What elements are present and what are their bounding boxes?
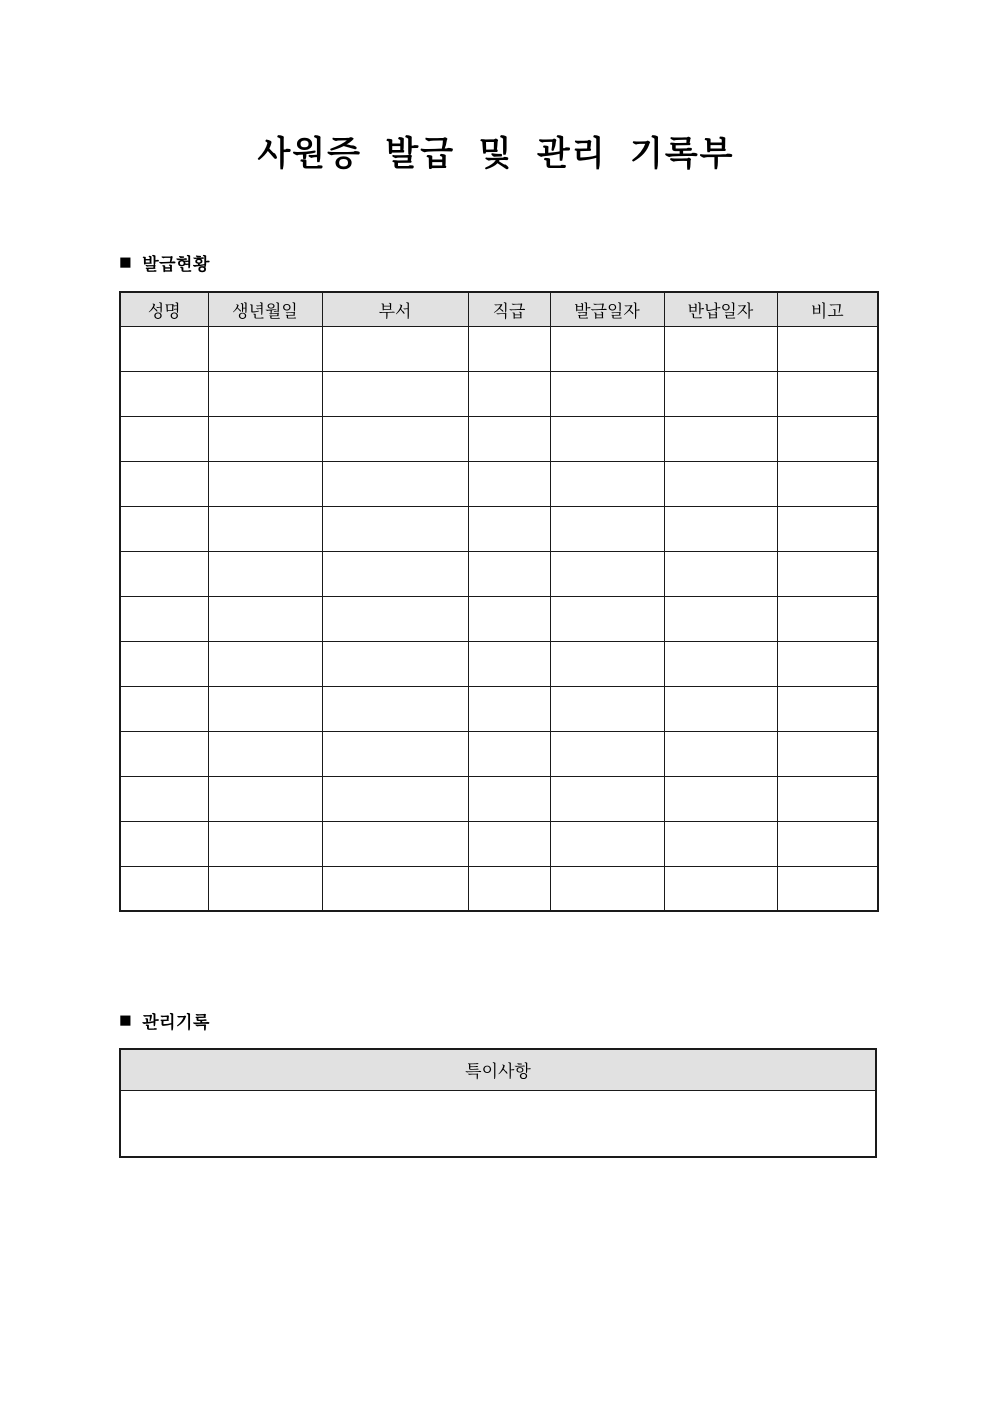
issuance-empty-cell xyxy=(664,821,777,866)
issuance-empty-cell xyxy=(120,641,208,686)
management-table xyxy=(119,1048,877,1158)
section-label-management-text: 관리기록 xyxy=(142,1013,210,1032)
issuance-empty-cell xyxy=(468,371,550,416)
issuance-empty-cell xyxy=(208,596,322,641)
issuance-table-row xyxy=(120,866,878,911)
issuance-empty-cell xyxy=(664,371,777,416)
issuance-empty-cell xyxy=(322,506,468,551)
issuance-empty-cell xyxy=(664,866,777,911)
issuance-table-row xyxy=(120,326,878,371)
issuance-column-header-3: 부서 xyxy=(322,292,468,326)
issuance-column-header-1: 성명 xyxy=(120,292,208,326)
issuance-table-row xyxy=(120,506,878,551)
issuance-empty-cell xyxy=(550,641,664,686)
issuance-empty-cell xyxy=(468,731,550,776)
square-bullet-icon: ■ xyxy=(119,251,133,274)
issuance-table-row xyxy=(120,551,878,596)
issuance-empty-cell xyxy=(550,686,664,731)
issuance-empty-cell xyxy=(468,416,550,461)
issuance-empty-cell xyxy=(664,461,777,506)
issuance-empty-cell xyxy=(322,686,468,731)
issuance-empty-cell xyxy=(208,506,322,551)
issuance-empty-cell xyxy=(322,641,468,686)
issuance-empty-cell xyxy=(664,776,777,821)
issuance-empty-cell xyxy=(550,731,664,776)
issuance-empty-cell xyxy=(550,596,664,641)
section-label-issuance xyxy=(119,250,210,275)
issuance-table-row xyxy=(120,596,878,641)
issuance-empty-cell xyxy=(777,416,878,461)
issuance-empty-cell xyxy=(468,641,550,686)
issuance-empty-cell xyxy=(777,326,878,371)
issuance-column-header-2: 생년월일 xyxy=(208,292,322,326)
issuance-empty-cell xyxy=(208,641,322,686)
issuance-empty-cell xyxy=(208,731,322,776)
issuance-empty-cell xyxy=(120,416,208,461)
issuance-empty-cell xyxy=(777,686,878,731)
issuance-empty-cell xyxy=(208,686,322,731)
issuance-empty-cell xyxy=(120,506,208,551)
issuance-empty-cell xyxy=(120,326,208,371)
issuance-table-row xyxy=(120,821,878,866)
issuance-empty-cell xyxy=(777,596,878,641)
square-bullet-icon: ■ xyxy=(119,1009,133,1032)
issuance-empty-cell xyxy=(468,596,550,641)
issuance-empty-cell xyxy=(550,416,664,461)
issuance-empty-cell xyxy=(550,551,664,596)
issuance-column-header-7: 비고 xyxy=(777,292,878,326)
issuance-empty-cell xyxy=(550,461,664,506)
issuance-table-row xyxy=(120,686,878,731)
issuance-empty-cell xyxy=(322,866,468,911)
issuance-empty-cell xyxy=(468,326,550,371)
issuance-empty-cell xyxy=(120,551,208,596)
issuance-empty-cell xyxy=(208,821,322,866)
issuance-empty-cell xyxy=(322,461,468,506)
issuance-empty-cell xyxy=(208,416,322,461)
issuance-empty-cell xyxy=(550,776,664,821)
issuance-table-header-row xyxy=(120,292,878,326)
section-label-management xyxy=(119,1008,210,1033)
issuance-empty-cell xyxy=(322,326,468,371)
issuance-empty-cell xyxy=(322,731,468,776)
issuance-empty-cell xyxy=(777,371,878,416)
management-table-body-row xyxy=(120,1090,876,1157)
issuance-empty-cell xyxy=(208,776,322,821)
issuance-empty-cell xyxy=(322,776,468,821)
issuance-empty-cell xyxy=(777,821,878,866)
issuance-empty-cell xyxy=(120,821,208,866)
issuance-empty-cell xyxy=(664,596,777,641)
issuance-empty-cell xyxy=(322,596,468,641)
issuance-table-row xyxy=(120,731,878,776)
issuance-empty-cell xyxy=(322,416,468,461)
issuance-table-row xyxy=(120,641,878,686)
issuance-empty-cell xyxy=(468,821,550,866)
issuance-table xyxy=(119,291,879,912)
issuance-table-row xyxy=(120,461,878,506)
issuance-empty-cell xyxy=(664,551,777,596)
section-label-issuance-text: 발급현황 xyxy=(142,255,210,274)
issuance-table-row xyxy=(120,371,878,416)
issuance-empty-cell xyxy=(208,326,322,371)
management-table-header-cell: 특이사항 xyxy=(120,1049,876,1090)
issuance-empty-cell xyxy=(322,371,468,416)
issuance-empty-cell xyxy=(777,461,878,506)
issuance-empty-cell xyxy=(550,371,664,416)
issuance-empty-cell xyxy=(777,866,878,911)
issuance-empty-cell xyxy=(468,686,550,731)
issuance-column-header-4: 직급 xyxy=(468,292,550,326)
issuance-empty-cell xyxy=(120,686,208,731)
issuance-empty-cell xyxy=(777,506,878,551)
issuance-column-header-5: 발급일자 xyxy=(550,292,664,326)
issuance-empty-cell xyxy=(468,776,550,821)
issuance-empty-cell xyxy=(664,326,777,371)
issuance-empty-cell xyxy=(468,551,550,596)
issuance-empty-cell xyxy=(120,371,208,416)
issuance-empty-cell xyxy=(468,866,550,911)
issuance-empty-cell xyxy=(120,731,208,776)
issuance-empty-cell xyxy=(664,506,777,551)
issuance-empty-cell xyxy=(777,551,878,596)
issuance-empty-cell xyxy=(120,461,208,506)
management-table-header-row xyxy=(120,1049,876,1090)
issuance-empty-cell xyxy=(322,821,468,866)
issuance-empty-cell xyxy=(664,416,777,461)
issuance-column-header-6: 반납일자 xyxy=(664,292,777,326)
issuance-empty-cell xyxy=(120,596,208,641)
issuance-empty-cell xyxy=(664,731,777,776)
issuance-table-row xyxy=(120,776,878,821)
issuance-empty-cell xyxy=(208,461,322,506)
issuance-empty-cell xyxy=(322,551,468,596)
issuance-empty-cell xyxy=(208,866,322,911)
page-title: 사원증 발급 및 관리 기록부 xyxy=(257,135,735,173)
issuance-empty-cell xyxy=(777,641,878,686)
issuance-empty-cell xyxy=(550,821,664,866)
issuance-empty-cell xyxy=(664,641,777,686)
issuance-empty-cell xyxy=(550,326,664,371)
issuance-table-row xyxy=(120,416,878,461)
issuance-empty-cell xyxy=(550,866,664,911)
issuance-empty-cell xyxy=(208,551,322,596)
issuance-empty-cell xyxy=(777,776,878,821)
issuance-empty-cell xyxy=(664,686,777,731)
issuance-empty-cell xyxy=(120,776,208,821)
issuance-empty-cell xyxy=(777,731,878,776)
issuance-empty-cell xyxy=(468,461,550,506)
issuance-empty-cell xyxy=(550,506,664,551)
issuance-empty-cell xyxy=(120,866,208,911)
issuance-empty-cell xyxy=(468,506,550,551)
management-notes-cell xyxy=(120,1090,876,1157)
issuance-empty-cell xyxy=(208,371,322,416)
